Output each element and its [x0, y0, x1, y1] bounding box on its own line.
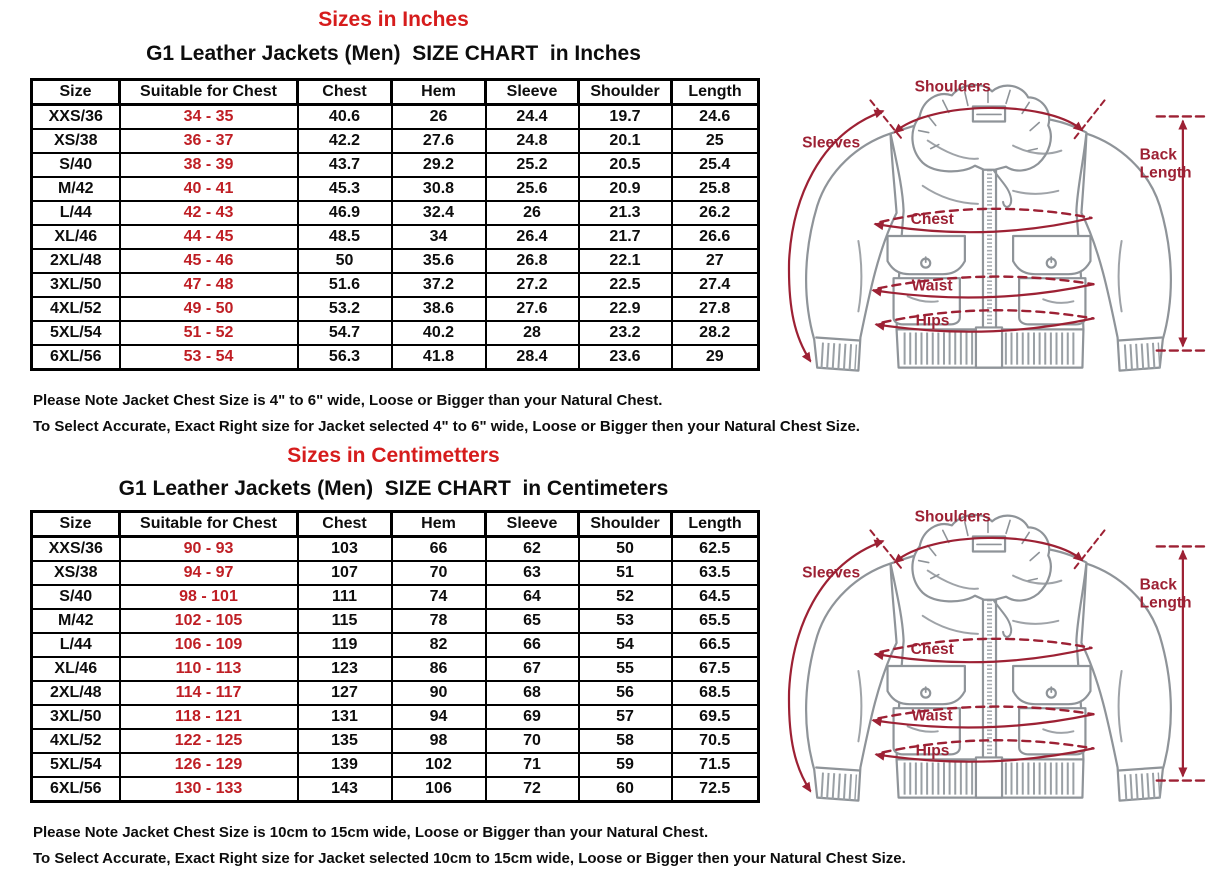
value-cell: 114 - 117	[120, 681, 298, 705]
size-cell: 4XL/52	[32, 297, 120, 321]
value-cell: 43.7	[298, 153, 392, 177]
value-cell: 22.9	[579, 297, 672, 321]
size-cell: 5XL/54	[32, 753, 120, 777]
value-cell: 42 - 43	[120, 201, 298, 225]
table-row	[32, 705, 759, 729]
value-cell: 25	[672, 129, 759, 153]
value-cell: 26.4	[486, 225, 579, 249]
value-cell: 27	[672, 249, 759, 273]
value-cell: 118 - 121	[120, 705, 298, 729]
value-cell: 51 - 52	[120, 321, 298, 345]
value-cell: 24.6	[672, 105, 759, 130]
value-cell: 64.5	[672, 585, 759, 609]
value-cell: 45.3	[298, 177, 392, 201]
table-row	[32, 561, 759, 585]
table-row	[32, 729, 759, 753]
value-cell: 36 - 37	[120, 129, 298, 153]
value-cell: 53.2	[298, 297, 392, 321]
value-cell: 63	[486, 561, 579, 585]
table-row	[32, 537, 759, 562]
value-cell: 25.4	[672, 153, 759, 177]
value-cell: 26	[486, 201, 579, 225]
value-cell: 26.2	[672, 201, 759, 225]
header-row	[32, 512, 759, 537]
value-cell: 68	[486, 681, 579, 705]
value-cell: 24.8	[486, 129, 579, 153]
value-cell: 25.2	[486, 153, 579, 177]
table-row	[32, 633, 759, 657]
value-cell: 37.2	[392, 273, 486, 297]
value-cell: 68.5	[672, 681, 759, 705]
value-cell: 78	[392, 609, 486, 633]
value-cell: 54	[579, 633, 672, 657]
value-cell: 52	[579, 585, 672, 609]
column-header: Shoulder	[579, 512, 672, 537]
table-row	[32, 273, 759, 297]
value-cell: 47 - 48	[120, 273, 298, 297]
value-cell: 32.4	[392, 201, 486, 225]
value-cell: 53 - 54	[120, 345, 298, 370]
value-cell: 111	[298, 585, 392, 609]
value-cell: 38.6	[392, 297, 486, 321]
size-cell: L/44	[32, 201, 120, 225]
value-cell: 51	[579, 561, 672, 585]
size-cell: 2XL/48	[32, 249, 120, 273]
value-cell: 54.7	[298, 321, 392, 345]
value-cell: 29.2	[392, 153, 486, 177]
size-cell: 6XL/56	[32, 777, 120, 802]
value-cell: 106	[392, 777, 486, 802]
value-cell: 30.8	[392, 177, 486, 201]
value-cell: 22.1	[579, 249, 672, 273]
table-row	[32, 777, 759, 802]
column-header: Hem	[392, 80, 486, 105]
value-cell: 20.5	[579, 153, 672, 177]
value-cell: 57	[579, 705, 672, 729]
value-cell: 86	[392, 657, 486, 681]
value-cell: 143	[298, 777, 392, 802]
value-cell: 65.5	[672, 609, 759, 633]
table-row	[32, 297, 759, 321]
header-row	[32, 80, 759, 105]
table-row	[32, 105, 759, 130]
inches-section-heading: Sizes in Inches	[318, 8, 469, 31]
value-cell: 50	[579, 537, 672, 562]
size-cell: L/44	[32, 633, 120, 657]
value-cell: 27.6	[486, 297, 579, 321]
size-cell: XS/38	[32, 129, 120, 153]
value-cell: 106 - 109	[120, 633, 298, 657]
value-cell: 123	[298, 657, 392, 681]
value-cell: 38 - 39	[120, 153, 298, 177]
table-row	[32, 345, 759, 370]
value-cell: 40.6	[298, 105, 392, 130]
size-cell: 4XL/52	[32, 729, 120, 753]
value-cell: 29	[672, 345, 759, 370]
value-cell: 66	[486, 633, 579, 657]
value-cell: 62	[486, 537, 579, 562]
value-cell: 63.5	[672, 561, 759, 585]
value-cell: 66	[392, 537, 486, 562]
value-cell: 56	[579, 681, 672, 705]
size-cell: 6XL/56	[32, 345, 120, 370]
value-cell: 67	[486, 657, 579, 681]
value-cell: 25.6	[486, 177, 579, 201]
value-cell: 55	[579, 657, 672, 681]
size-cell: XS/38	[32, 561, 120, 585]
value-cell: 67.5	[672, 657, 759, 681]
value-cell: 22.5	[579, 273, 672, 297]
size-cell: S/40	[32, 153, 120, 177]
size-cell: XL/46	[32, 225, 120, 249]
value-cell: 102	[392, 753, 486, 777]
jacket-measurement-diagram-centimeters	[772, 500, 1209, 827]
value-cell: 27.6	[392, 129, 486, 153]
value-cell: 60	[579, 777, 672, 802]
inches-size-table	[30, 78, 760, 371]
table-row	[32, 609, 759, 633]
inches-note-1: Please Note Jacket Chest Size is 4" to 6" wide, Loose or Bigger than your Natural Chest.	[33, 392, 663, 409]
size-cell: XXS/36	[32, 537, 120, 562]
value-cell: 107	[298, 561, 392, 585]
value-cell: 40 - 41	[120, 177, 298, 201]
value-cell: 72.5	[672, 777, 759, 802]
value-cell: 94	[392, 705, 486, 729]
inches-note-2: To Select Accurate, Exact Right size for Jacket selected 4" to 6" wide, Loose or Bigger then your Natural Chest Size.	[33, 418, 860, 435]
centimeters-section-heading: Sizes in Centimetters	[287, 444, 500, 467]
value-cell: 20.1	[579, 129, 672, 153]
value-cell: 58	[579, 729, 672, 753]
value-cell: 35.6	[392, 249, 486, 273]
table-row	[32, 321, 759, 345]
column-header: Size	[32, 80, 120, 105]
value-cell: 103	[298, 537, 392, 562]
value-cell: 139	[298, 753, 392, 777]
value-cell: 62.5	[672, 537, 759, 562]
column-header: Chest	[298, 512, 392, 537]
value-cell: 56.3	[298, 345, 392, 370]
value-cell: 21.7	[579, 225, 672, 249]
value-cell: 135	[298, 729, 392, 753]
value-cell: 130 - 133	[120, 777, 298, 802]
value-cell: 102 - 105	[120, 609, 298, 633]
value-cell: 94 - 97	[120, 561, 298, 585]
value-cell: 48.5	[298, 225, 392, 249]
value-cell: 59	[579, 753, 672, 777]
column-header: Suitable for Chest	[120, 512, 298, 537]
value-cell: 45 - 46	[120, 249, 298, 273]
value-cell: 28.2	[672, 321, 759, 345]
table-row	[32, 681, 759, 705]
size-cell: 5XL/54	[32, 321, 120, 345]
value-cell: 27.8	[672, 297, 759, 321]
value-cell: 115	[298, 609, 392, 633]
value-cell: 24.4	[486, 105, 579, 130]
value-cell: 71	[486, 753, 579, 777]
size-cell: XL/46	[32, 657, 120, 681]
value-cell: 122 - 125	[120, 729, 298, 753]
value-cell: 69.5	[672, 705, 759, 729]
value-cell: 72	[486, 777, 579, 802]
value-cell: 25.8	[672, 177, 759, 201]
value-cell: 53	[579, 609, 672, 633]
value-cell: 34	[392, 225, 486, 249]
value-cell: 34 - 35	[120, 105, 298, 130]
size-cell: 3XL/50	[32, 705, 120, 729]
column-header: Suitable for Chest	[120, 80, 298, 105]
value-cell: 90 - 93	[120, 537, 298, 562]
value-cell: 74	[392, 585, 486, 609]
value-cell: 40.2	[392, 321, 486, 345]
centimeters-chart-title: G1 Leather Jackets (Men) SIZE CHART in Centimeters	[118, 477, 669, 500]
centimeters-note-2: To Select Accurate, Exact Right size for Jacket selected 10cm to 15cm wide, Loose or Bigger then your Natural Chest Size.	[33, 850, 906, 867]
value-cell: 71.5	[672, 753, 759, 777]
value-cell: 28	[486, 321, 579, 345]
value-cell: 20.9	[579, 177, 672, 201]
value-cell: 70	[392, 561, 486, 585]
value-cell: 69	[486, 705, 579, 729]
size-cell: S/40	[32, 585, 120, 609]
table-row	[32, 249, 759, 273]
value-cell: 64	[486, 585, 579, 609]
value-cell: 70.5	[672, 729, 759, 753]
value-cell: 98	[392, 729, 486, 753]
size-cell: 3XL/50	[32, 273, 120, 297]
value-cell: 131	[298, 705, 392, 729]
size-cell: M/42	[32, 609, 120, 633]
value-cell: 66.5	[672, 633, 759, 657]
value-cell: 51.6	[298, 273, 392, 297]
table-row	[32, 585, 759, 609]
value-cell: 23.6	[579, 345, 672, 370]
column-header: Length	[672, 80, 759, 105]
table-row	[32, 153, 759, 177]
value-cell: 65	[486, 609, 579, 633]
value-cell: 27.4	[672, 273, 759, 297]
value-cell: 42.2	[298, 129, 392, 153]
table-row	[32, 129, 759, 153]
value-cell: 126 - 129	[120, 753, 298, 777]
jacket-measurement-diagram-inches	[772, 70, 1209, 397]
centimeters-size-table	[30, 510, 760, 803]
value-cell: 21.3	[579, 201, 672, 225]
value-cell: 27.2	[486, 273, 579, 297]
value-cell: 19.7	[579, 105, 672, 130]
value-cell: 46.9	[298, 201, 392, 225]
table-row	[32, 657, 759, 681]
value-cell: 41.8	[392, 345, 486, 370]
column-header: Chest	[298, 80, 392, 105]
table-row	[32, 753, 759, 777]
value-cell: 23.2	[579, 321, 672, 345]
column-header: Hem	[392, 512, 486, 537]
inches-chart-title: G1 Leather Jackets (Men) SIZE CHART in Inches	[146, 42, 641, 65]
value-cell: 26.6	[672, 225, 759, 249]
value-cell: 98 - 101	[120, 585, 298, 609]
value-cell: 70	[486, 729, 579, 753]
column-header: Sleeve	[486, 512, 579, 537]
centimeters-note-1: Please Note Jacket Chest Size is 10cm to 15cm wide, Loose or Bigger than your Natural Chest.	[33, 824, 709, 841]
value-cell: 82	[392, 633, 486, 657]
value-cell: 26	[392, 105, 486, 130]
value-cell: 49 - 50	[120, 297, 298, 321]
value-cell: 50	[298, 249, 392, 273]
table-row	[32, 177, 759, 201]
value-cell: 90	[392, 681, 486, 705]
size-cell: XXS/36	[32, 105, 120, 130]
table-row	[32, 201, 759, 225]
value-cell: 127	[298, 681, 392, 705]
value-cell: 119	[298, 633, 392, 657]
value-cell: 44 - 45	[120, 225, 298, 249]
value-cell: 28.4	[486, 345, 579, 370]
column-header: Size	[32, 512, 120, 537]
size-cell: M/42	[32, 177, 120, 201]
value-cell: 26.8	[486, 249, 579, 273]
column-header: Length	[672, 512, 759, 537]
value-cell: 110 - 113	[120, 657, 298, 681]
column-header: Shoulder	[579, 80, 672, 105]
size-cell: 2XL/48	[32, 681, 120, 705]
column-header: Sleeve	[486, 80, 579, 105]
table-row	[32, 225, 759, 249]
